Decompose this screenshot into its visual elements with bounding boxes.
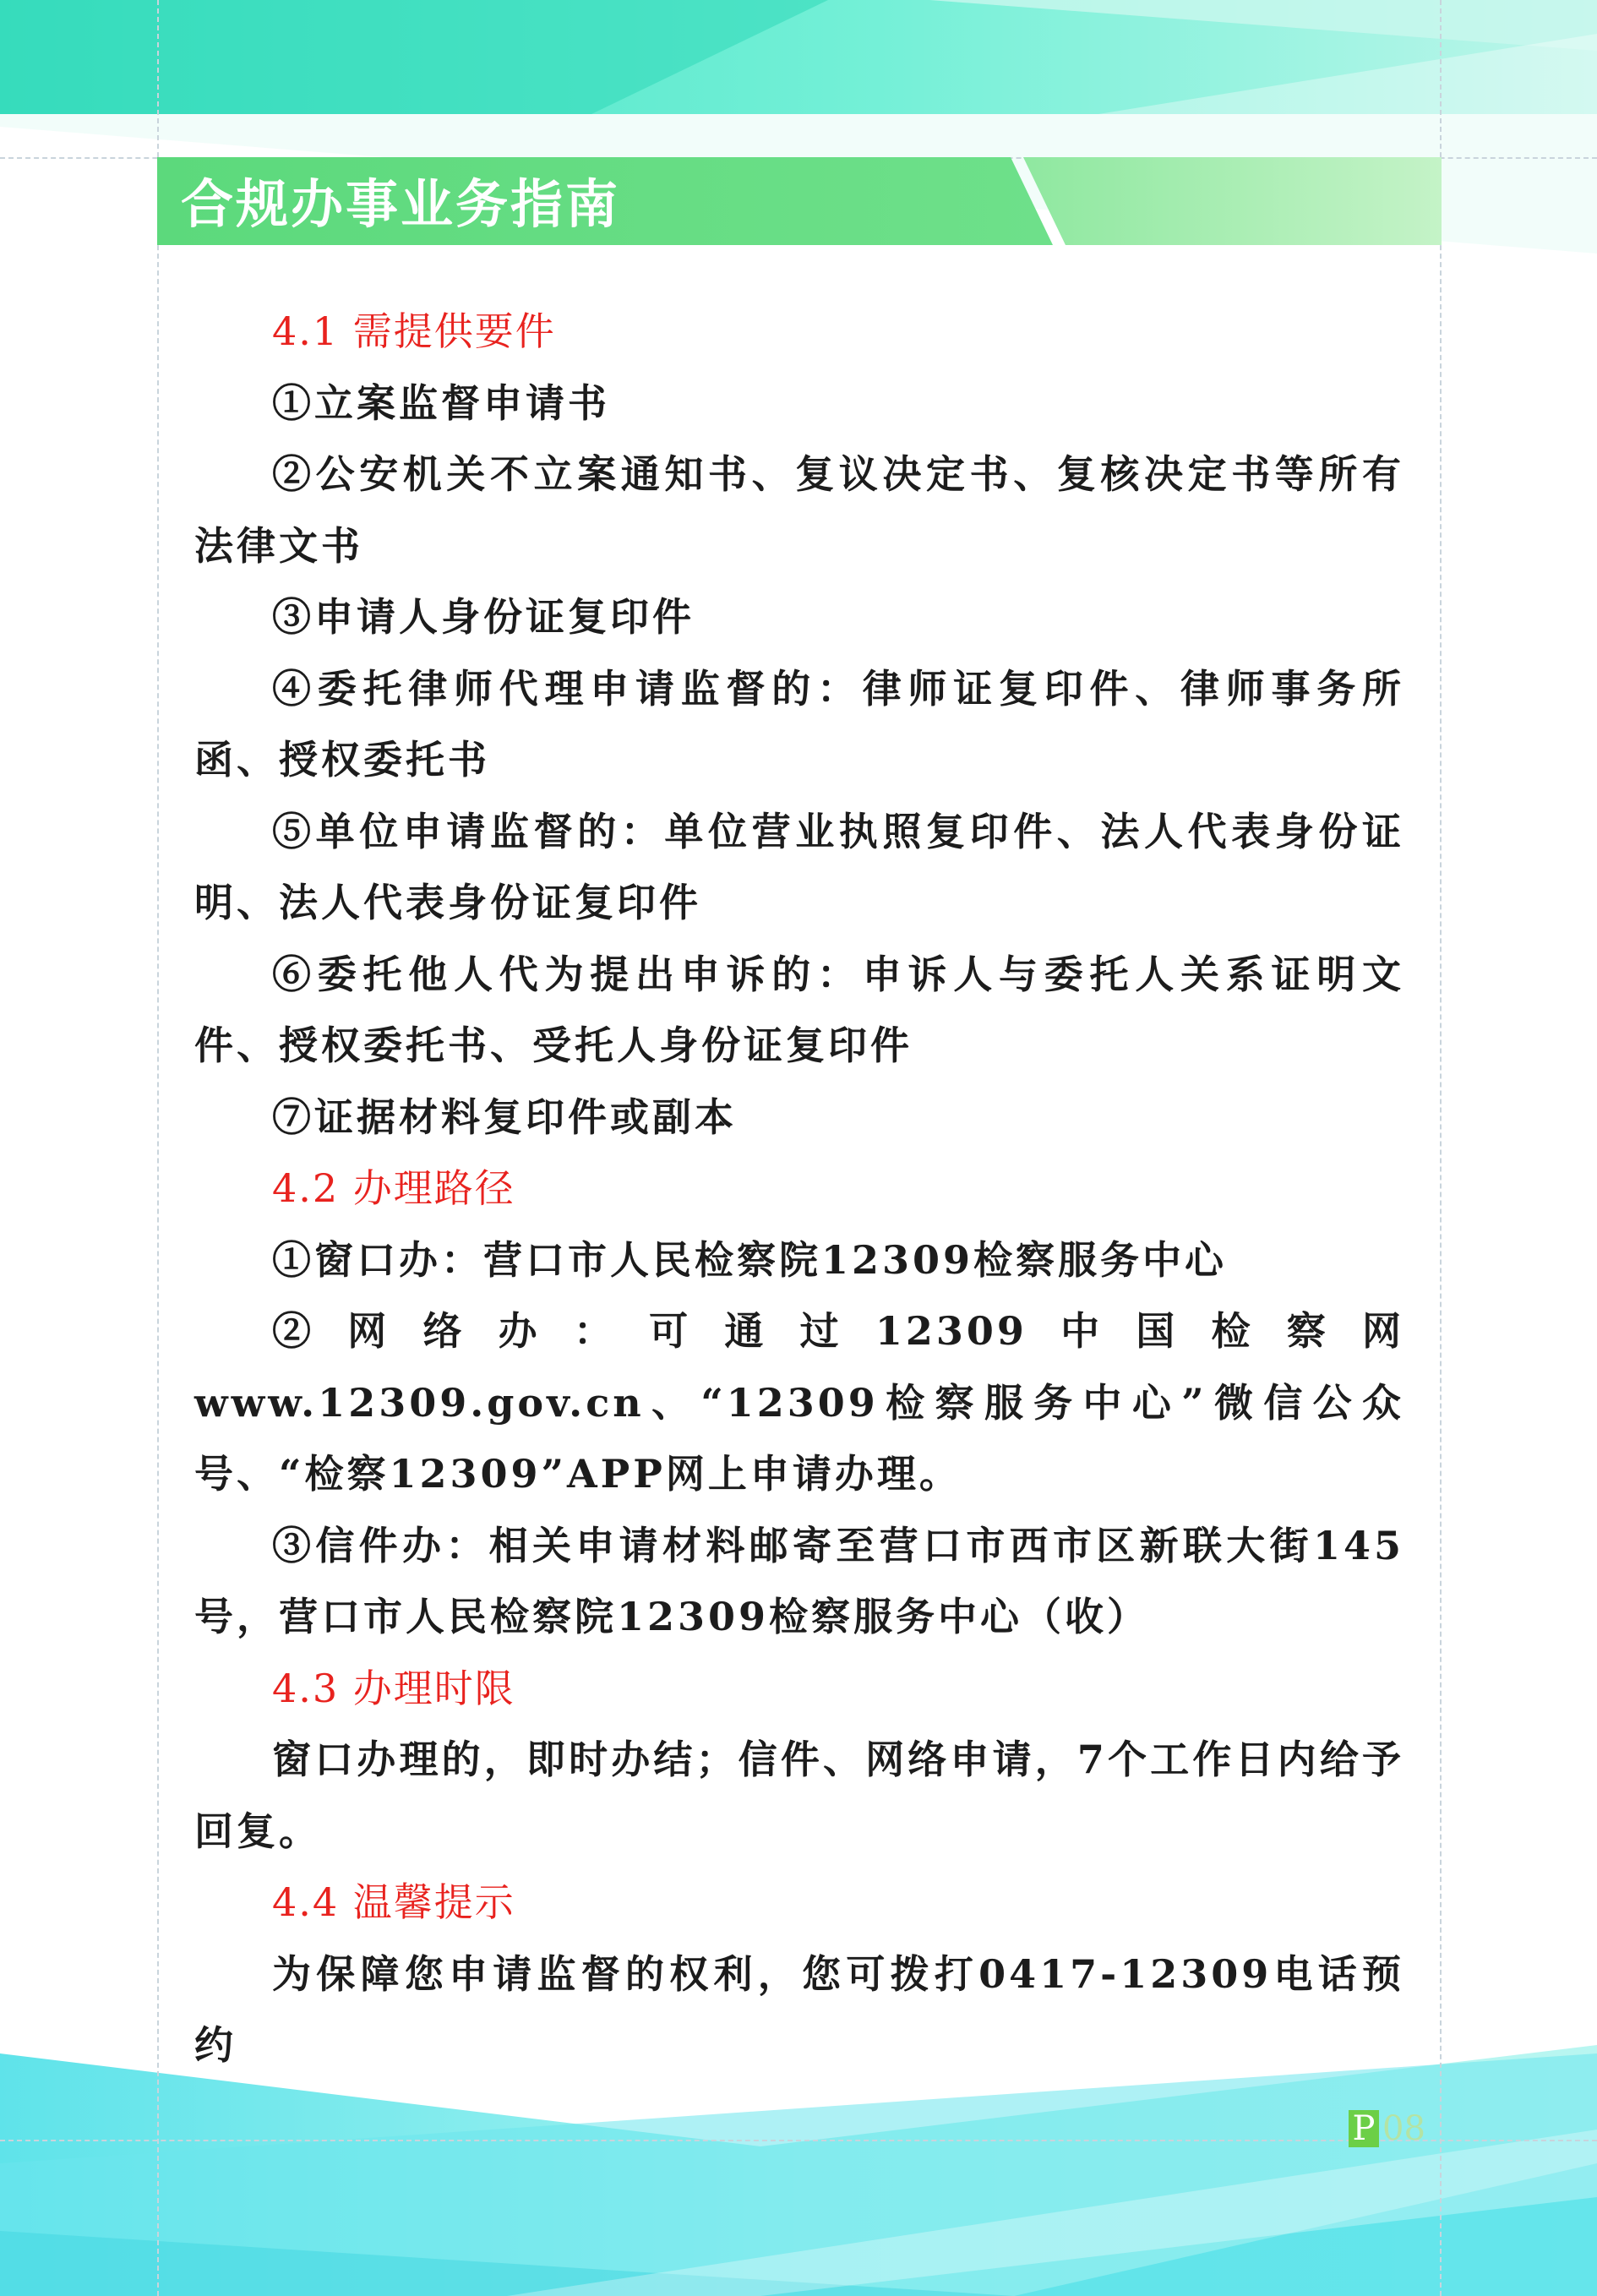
- paragraph: ②网络办：可通过12309中国检察网www.12309.gov.cn、“12309检察服务中心”微信公众号、“检察12309”APP网上申请办理。: [194, 1308, 1404, 1497]
- page-prefix-badge: P: [1349, 2110, 1379, 2147]
- paragraph: ②公安机关不立案通知书、复议决定书、复核决定书等所有法律文书: [194, 451, 1404, 569]
- paragraph: ①窗口办：营口市人民检察院12309检察服务中心: [272, 1236, 1228, 1283]
- paragraph: ④委托律师代理申请监督的：律师证复印件、律师事务所函、授权委托书: [194, 665, 1404, 783]
- paragraph: ③信件办：相关申请材料邮寄至营口市西市区新联大街145号，营口市人民检察院12309检察服务中心（收）: [194, 1522, 1404, 1639]
- page-title: 合规办事业务指南: [181, 173, 621, 235]
- paragraph: ①立案监督申请书: [272, 379, 610, 426]
- section-heading-4-1: 4.1 需提供要件: [272, 308, 556, 354]
- page-number: [1349, 2109, 1425, 2148]
- page-number-value: 08: [1382, 2109, 1425, 2148]
- section-heading-4-4: 4.4 温馨提示: [272, 1879, 515, 1925]
- paragraph: 为保障您申请监督的权利，您可拨打0417-12309电话预约: [194, 1950, 1404, 2068]
- section-heading-4-3: 4.3 办理时限: [272, 1665, 515, 1711]
- guide-line-left: [157, 0, 159, 2296]
- section-heading-4-2: 4.2 办理路径: [272, 1165, 515, 1211]
- guide-line-right: [1440, 0, 1442, 2296]
- paragraph: ⑦证据材料复印件或副本: [272, 1093, 737, 1140]
- paragraph: 窗口办理的，即时办结；信件、网络申请，7个工作日内给予回复。: [194, 1737, 1404, 1854]
- paragraph: ⑥委托他人代为提出申诉的：申诉人与委托人关系证明文件、授权委托书、受托人身份证复印件: [194, 951, 1404, 1068]
- paragraph: ③申请人身份证复印件: [272, 594, 695, 640]
- paragraph: ⑤单位申请监督的：单位营业执照复印件、法人代表身份证明、法人代表身份证复印件: [194, 808, 1404, 925]
- document-body: [194, 296, 1404, 2081]
